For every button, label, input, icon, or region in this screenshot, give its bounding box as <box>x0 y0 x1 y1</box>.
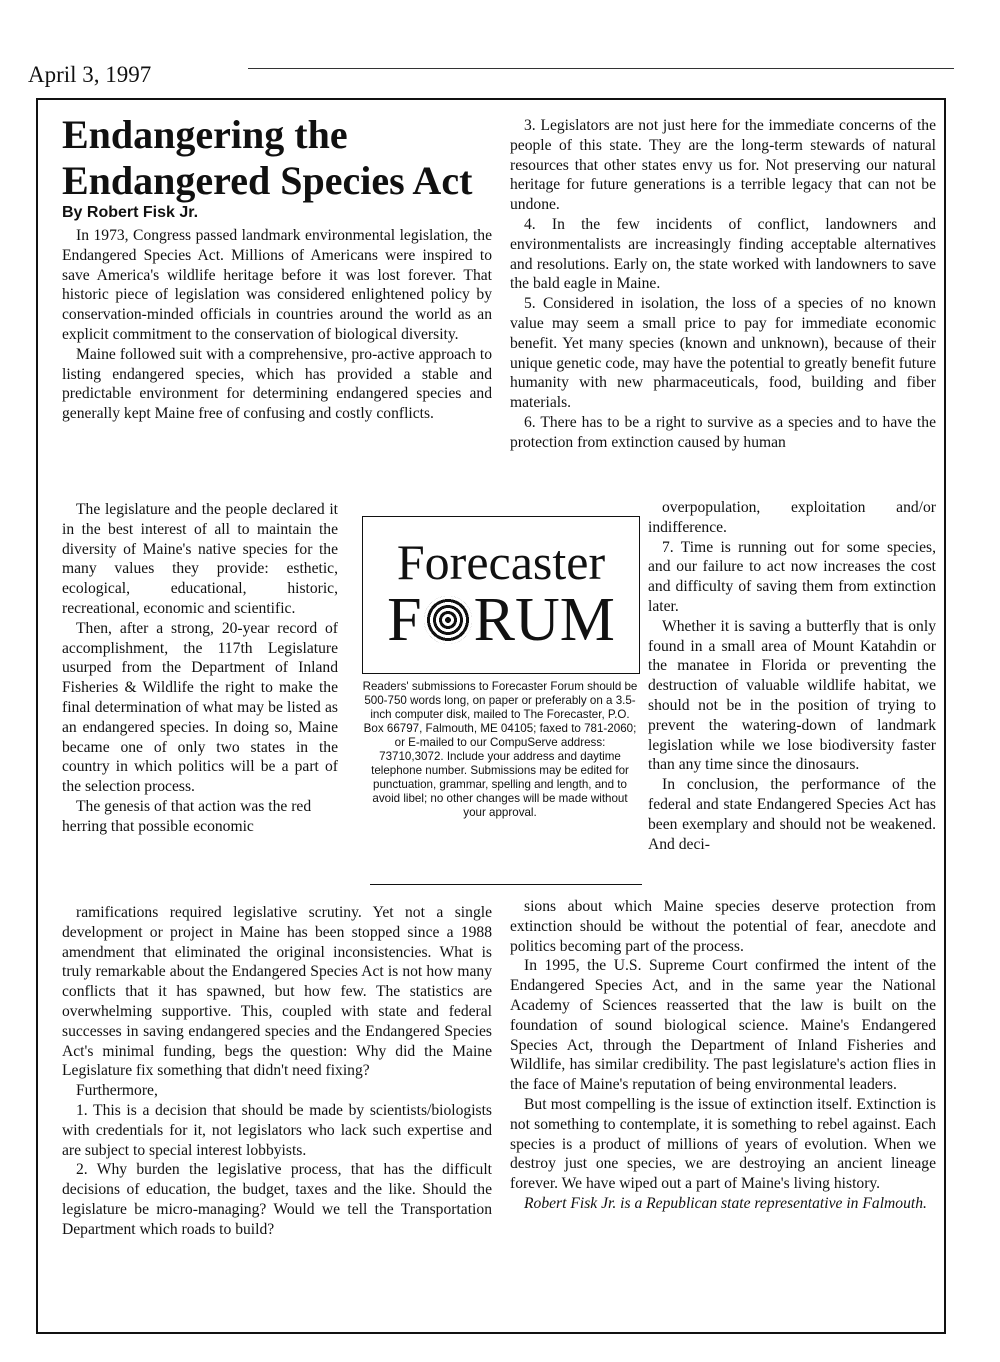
paragraph: In 1995, the U.S. Supreme Court confirmed the intent of the Endangered Species Act, and in the same year the National Academy of Sciences reasserted that the law is built on the foundation of sound biological science. Maine's Endangered Species Act, through the Department of Inland Fisheries and Wildlife, has similar credibility. The past legislature's action flies in the face of Maine's reputation of being environmental leaders. <box>510 957 936 1094</box>
article-byline: By Robert Fisk Jr. <box>62 204 199 221</box>
paragraph: 3. Legislators are not just here for the immediate concerns of the people of this state. They are the long-term stewards of natural resources that other states envy us for. Not preserving our natural heritage for future generations is a terrible legacy that can not be undone. <box>510 117 936 214</box>
paragraph: 7. Time is running out for some species, and our failure to act now increases the cost and difficulty of saving them from extinction later. <box>648 538 936 615</box>
forum-logo-letter-f: F <box>387 586 422 654</box>
paragraph: ramifications required legislative scrutiny. Yet not a single development or project in Maine has been stopped since a 1988 amendment that eliminated the original inconsistencies. What is truly remarkable about the Endangered Species Act is not how many conflicts that it has spawned, but how few. The statistics are overwhelming supportive. This, coupled with state and federal successes in saving endangered species and the Endangered Species Act's minimal funding, begs the question: Why did the Maine Legislature fix something that didn't need fixing? <box>62 904 492 1080</box>
column-right-top <box>510 116 936 453</box>
paragraph: 2. Why burden the legislative process, that has the difficult decisions of education, the budget, taxes and the like. Should the legislature be micro-managing? Would we tell the Transportation Department which roads to build? <box>62 1161 492 1238</box>
author-signature: Robert Fisk Jr. is a Republican state representative in Falmouth. <box>524 1194 927 1212</box>
paragraph: Furthermore, <box>76 1082 158 1100</box>
paragraph: The genesis of that action was the red herring that possible economic <box>62 797 312 835</box>
forum-logo-top: Forecaster <box>396 534 606 590</box>
submission-notice: Readers' submissions to Forecaster Forum should be 500-750 words long, on paper or preferably on a 3.5-inch computer disk, mailed to The Forecaster, P.O. Box 66797, Falmouth, ME 04105; faxed to 781-2060; or E-mailed to our CompuServe address: 73710,3072. Include your address and daytime telephone number. Submissions may be edited for punctuation, grammar, spelling and length, and to avoid libel; no other changes will be made without your approval. <box>362 680 638 819</box>
paragraph: overpopulation, exploitation and/or indifference. <box>648 499 936 536</box>
paragraph: In conclusion, the performance of the federal and state Endangered Species Act has been exemplary and should not be weakened. And deci- <box>648 776 936 853</box>
target-icon <box>424 596 472 644</box>
paragraph: The legislature and the people declared it in the best interest of all to maintain the diversity of Maine's native species for the many values they provide: esthetic, ecological, educational, historic, recreational, economic and scientific. <box>62 501 338 617</box>
column-right-bottom <box>510 897 936 1214</box>
column-left-narrow <box>62 500 338 837</box>
paragraph: But most compelling is the issue of extinction itself. Extinction is not something to contemplate, it is something to rebel against. Each species is a product of millions of years of evolution. When we destroy just one species, we are destroying an ancient lineage forever. We have wiped out a part of Maine's living history. <box>510 1095 936 1193</box>
forum-logo-letters-rum: RUM <box>473 586 615 654</box>
paragraph: In 1973, Congress passed landmark environmental legislation, the Endangered Species Act. Millions of Americans were inspired to save America's wildlife heritage before it was lost forever. That historic piece of legislation was considered enlightened policy by conservation-minded officials in countries around the world as an explicit commitment to the conservation of biological diversity. <box>62 227 492 343</box>
paragraph: 4. In the few incidents of conflict, landowners and environmentalists are increasingly finding acceptable alternatives and resolutions. Early on, the state worked with landowners to save the bald eagle in Maine. <box>510 215 936 293</box>
paragraph: Whether it is saving a butterfly that is only found in a small area of Mount Katahdin or the manatee in Florida or preventing the destruction of valuable wildlife habitat, we should not be in the position of trying to prevent the watering-down of landmark legislation while we lose biodiversity faster than any time since the dinosaurs. <box>648 617 936 774</box>
issue-date: April 3, 1997 <box>28 62 152 87</box>
paragraph: 1. This is a decision that should be made by scientists/biologists with credentials for it, not legislators who lack such expertise and are subject to special interest lobbyists. <box>62 1101 492 1159</box>
article-headline: Endangering the Endangered Species Act <box>62 112 473 203</box>
column-left-bottom <box>62 903 492 1240</box>
notice-divider <box>370 884 642 885</box>
forecaster-forum-logo <box>362 516 640 674</box>
paragraph: Then, after a strong, 20-year record of accomplishment, the 117th Legislature usurped from the Department of Inland Fisheries & Wildlife the right to make the final determination of what may be listed as an endangered species. In doing so, Maine became one of only two states in the country in which politics will be a part of the selection process. <box>62 619 338 796</box>
paragraph: 5. Considered in isolation, the loss of a species of no known value may seem a small price to pay for immediate economic benefit. Yet many species (known and unknown), because of their unique genetic code, may have the potential to greatly benefit future humanity with new pharmaceuticals, food, building and fiber materials. <box>510 295 936 412</box>
forum-logo-bottom <box>363 586 639 654</box>
column-left-top <box>62 226 492 424</box>
paragraph: Maine followed suit with a comprehensive, pro-active approach to listing endangered species, which has provided a stable and predictable environment for determining endangered species and generally kept Maine free of confusing and costly conflicts. <box>62 345 492 423</box>
paragraph: 6. There has to be a right to survive as a species and to have the protection from extinction caused by human <box>510 413 936 451</box>
column-right-narrow <box>648 498 936 854</box>
header-rule <box>248 68 954 69</box>
paragraph: sions about which Maine species deserve protection from extinction should be without the potential of fear, anecdote and politics becoming part of the process. <box>510 898 936 955</box>
